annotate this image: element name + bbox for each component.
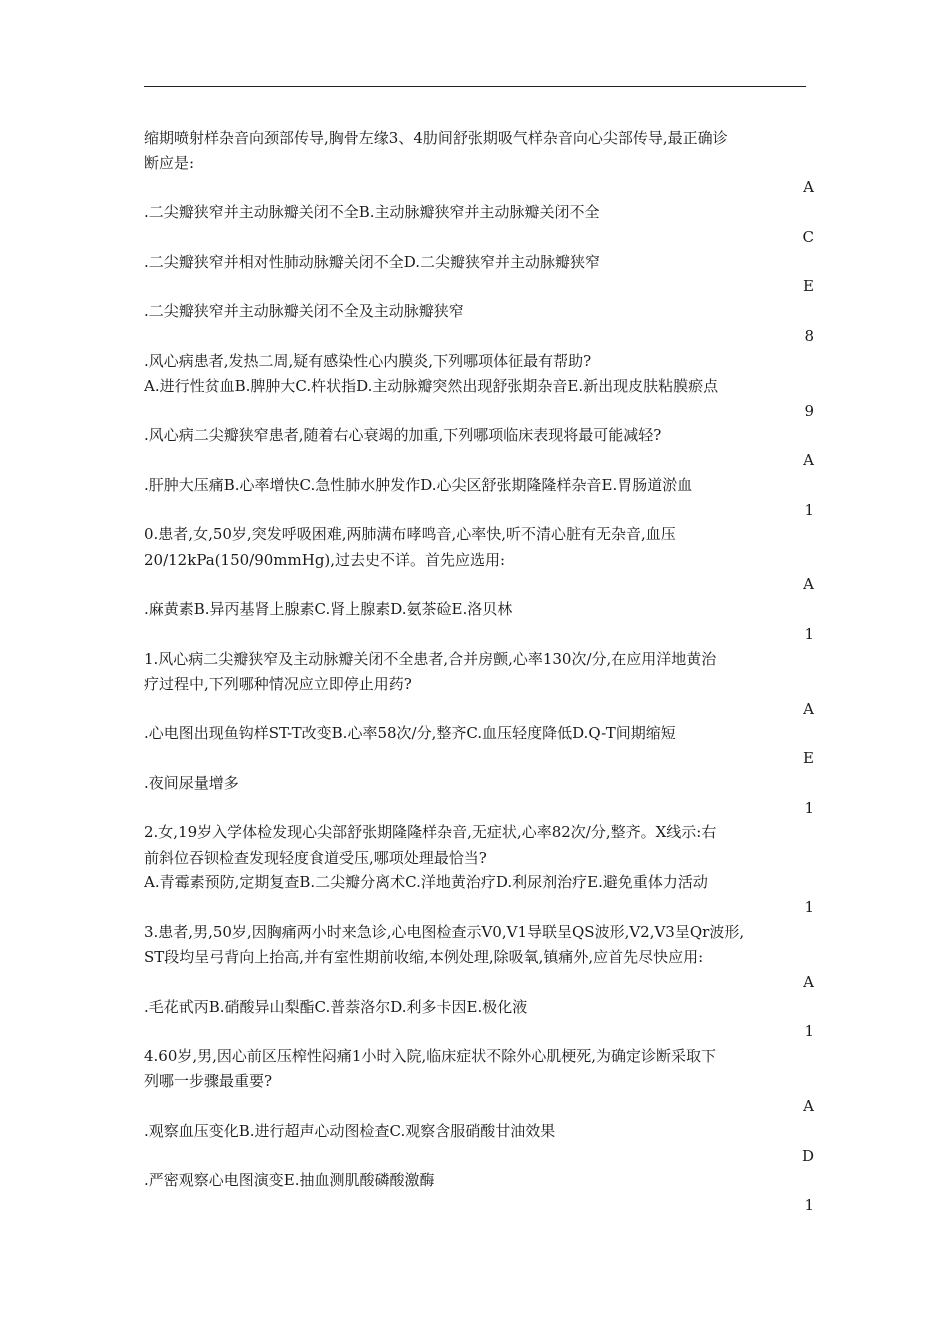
margin-mark: C (802, 228, 814, 246)
text-line: 前斜位吞钡检查发现轻度食道受压,哪项处理最恰当? (144, 849, 487, 867)
text-line: .二尖瓣狭窄并主动脉瓣关闭不全B.主动脉瓣狭窄并主动脉瓣关闭不全 (144, 203, 600, 221)
text-line: .二尖瓣狭窄并相对性肺动脉瓣关闭不全D.二尖瓣狭窄并主动脉瓣狭窄 (144, 253, 601, 271)
text-line: 0.患者,女,50岁,突发呼吸困难,两肺满布哮鸣音,心率快,听不清心脏有无杂音,血压 (144, 525, 676, 543)
margin-mark: 1 (804, 625, 814, 643)
margin-mark: A (803, 575, 814, 593)
text-line: .心电图出现鱼钩样ST-T改变B.心率58次/分,整齐C.血压轻度降低D.Q-T间期缩短 (144, 724, 676, 742)
text-line: .麻黄素B.异丙基肾上腺素C.肾上腺素D.氨茶硷E.洛贝林 (144, 600, 513, 618)
margin-mark: A (803, 973, 814, 991)
margin-mark: 8 (804, 327, 814, 345)
margin-mark: 1 (804, 1196, 814, 1214)
text-line: 缩期喷射样杂音向颈部传导,胸骨左缘3、4肋间舒张期吸气样杂音向心尖部传导,最正确诊 (144, 129, 728, 147)
text-line: .风心病二尖瓣狭窄患者,随着右心衰竭的加重,下列哪项临床表现将最可能减轻? (144, 426, 662, 444)
text-line: ST段均呈弓背向上抬高,并有室性期前收缩,本例处理,除吸氧,镇痛外,应首先尽快应用: (144, 948, 704, 966)
margin-mark: A (803, 1097, 814, 1115)
margin-mark: A (803, 178, 814, 196)
margin-mark: 1 (804, 1022, 814, 1040)
text-line: 列哪一步骤最重要? (144, 1072, 273, 1090)
text-line: .夜间尿量增多 (144, 774, 239, 792)
margin-mark: E (803, 277, 814, 295)
text-line: .风心病患者,发热二周,疑有感染性心内膜炎,下列哪项体征最有帮助? (144, 352, 592, 370)
text-line: A.青霉素预防,定期复查B.二尖瓣分离术C.洋地黄治疗D.利尿剂治疗E.避免重体力活动 (144, 873, 708, 891)
text-line: .严密观察心电图演变E.抽血测肌酸磷酸激酶 (144, 1171, 435, 1189)
text-line: .观察血压变化B.进行超声心动图检查C.观察含服硝酸甘油效果 (144, 1122, 556, 1140)
margin-mark: A (803, 700, 814, 718)
margin-mark: 1 (804, 898, 814, 916)
text-line: 1.风心病二尖瓣狭窄及主动脉瓣关闭不全患者,合并房颤,心率130次/分,在应用洋地黄治 (144, 650, 717, 668)
margin-mark: D (801, 1147, 814, 1165)
header-rule (144, 86, 806, 87)
text-line: 2.女,19岁入学体检发现心尖部舒张期隆隆样杂音,无症状,心率82次/分,整齐。X线示:右 (144, 823, 717, 841)
text-line: 3.患者,男,50岁,因胸痛两小时来急诊,心电图检查示V0,V1导联呈QS波形,V2,V3呈Qr波形, (144, 923, 745, 941)
text-line: .肝肿大压痛B.心率增快C.急性肺水肿发作D.心尖区舒张期隆隆样杂音E.胃肠道淤血 (144, 476, 693, 494)
text-line: A.进行性贫血B.脾肿大C.杵状指D.主动脉瓣突然出现舒张期杂音E.新出现皮肤粘膜瘀点 (144, 377, 719, 395)
margin-mark: E (803, 749, 814, 767)
text-line: 4.60岁,男,因心前区压榨性闷痛1小时入院,临床症状不除外心肌梗死,为确定诊断采取下 (144, 1047, 717, 1065)
margin-mark: A (803, 451, 814, 469)
text-line: .毛花甙丙B.硝酸异山梨酯C.普萘洛尔D.利多卡因E.极化液 (144, 998, 528, 1016)
text-line: .二尖瓣狭窄并主动脉瓣关闭不全及主动脉瓣狭窄 (144, 302, 464, 320)
margin-mark: 1 (804, 799, 814, 817)
margin-mark: 9 (804, 402, 814, 420)
margin-mark: 1 (804, 501, 814, 519)
text-line: 20/12kPa(150/90mmHg),过去史不详。首先应选用: (144, 551, 506, 569)
text-line: 疗过程中,下列哪种情况应立即停止用药? (144, 675, 412, 693)
text-line: 断应是: (144, 154, 195, 172)
